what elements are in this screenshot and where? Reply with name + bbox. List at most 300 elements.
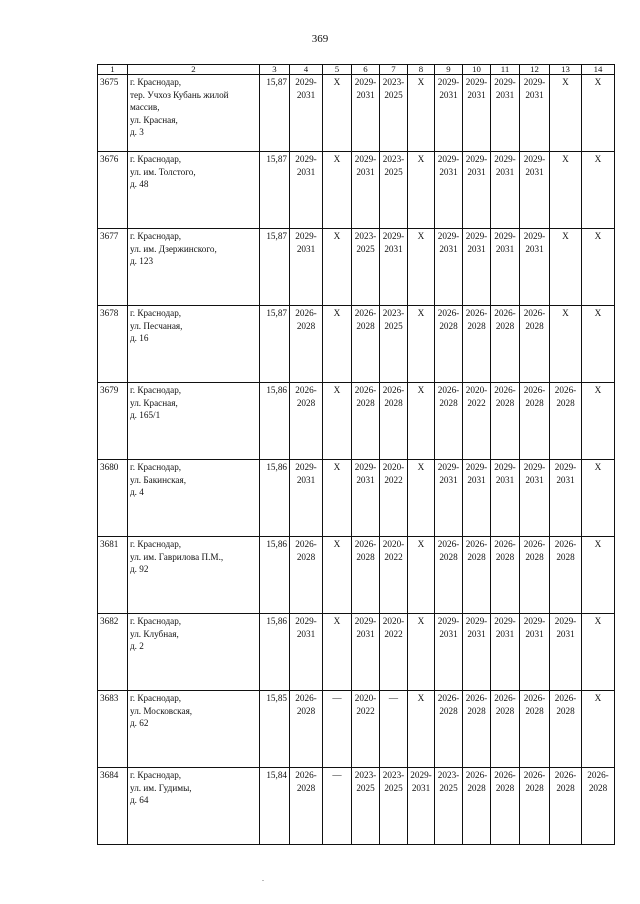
period-line: 2028	[384, 397, 403, 408]
period-line: 2025	[384, 166, 403, 177]
period-line: 2031	[525, 628, 544, 639]
period-cell	[290, 460, 323, 537]
period-line: 2031	[439, 166, 458, 177]
period-cell	[408, 75, 435, 152]
period-line: 2031	[467, 166, 486, 177]
period-line: Х	[594, 385, 602, 395]
period-line: 2028	[525, 551, 544, 562]
period-line: 2028	[296, 782, 316, 793]
period-cell	[582, 152, 615, 229]
header-cell: 5	[323, 65, 352, 75]
period-line: Х	[417, 308, 425, 318]
period-cell	[463, 306, 491, 383]
period-line: 2026-	[437, 385, 460, 395]
period-line: 2022	[467, 397, 486, 408]
address-line: д. 3	[130, 127, 144, 138]
period-cell	[380, 229, 408, 306]
period-line: 2028	[356, 551, 375, 562]
period-cell	[582, 768, 615, 845]
period-line: 2020-	[382, 616, 405, 626]
period-cell	[463, 614, 491, 691]
period-cell	[435, 768, 463, 845]
period-line: Х	[333, 539, 341, 549]
address-line: ул. Бакинская,	[130, 474, 187, 485]
period-cell	[323, 537, 352, 614]
period-line: 2029-	[465, 462, 488, 472]
period-line: 2020-	[465, 385, 488, 395]
period-line: Х	[594, 539, 602, 549]
header-cell: 10	[463, 65, 491, 75]
period-cell	[380, 383, 408, 460]
period-line: 2028	[495, 705, 515, 716]
period-cell	[408, 614, 435, 691]
period-cell	[491, 229, 520, 306]
header-cell: 2	[128, 65, 260, 75]
period-cell	[582, 614, 615, 691]
repair-schedule-table	[97, 64, 615, 845]
period-line: 2029-	[465, 154, 488, 164]
period-line: 2028	[356, 320, 375, 331]
period-line: 2029-	[494, 154, 516, 164]
table-row	[98, 768, 615, 845]
period-line: 2026-	[354, 539, 377, 549]
period-cell	[435, 537, 463, 614]
period-cell	[352, 152, 380, 229]
period-cell	[352, 229, 380, 306]
period-line: 2031	[556, 474, 575, 485]
period-line: 2026-	[437, 693, 460, 703]
period-line: 2029-	[437, 462, 460, 472]
period-line: 2026-	[523, 308, 546, 318]
period-line: 2031	[495, 89, 515, 100]
area-cell: 15,87	[260, 75, 290, 152]
period-line: 2029-	[354, 77, 377, 87]
period-cell	[435, 383, 463, 460]
period-cell	[550, 306, 582, 383]
period-line: 2020-	[354, 693, 377, 703]
period-line: 2029-	[354, 616, 377, 626]
period-cell	[435, 460, 463, 537]
period-cell	[463, 152, 491, 229]
period-cell	[380, 768, 408, 845]
period-cell	[582, 460, 615, 537]
period-line: 2026-	[437, 539, 460, 549]
period-line: 2026-	[295, 770, 317, 780]
period-cell	[491, 306, 520, 383]
header-cell: 13	[550, 65, 582, 75]
period-line: 2029-	[382, 231, 405, 241]
period-line: 2031	[495, 474, 515, 485]
area-cell: 15,85	[260, 691, 290, 768]
address-cell	[128, 691, 260, 768]
address-line: г. Краснодар,	[130, 462, 182, 472]
period-line: 2031	[525, 474, 544, 485]
period-cell	[352, 537, 380, 614]
period-line: 2031	[467, 474, 486, 485]
period-cell	[491, 383, 520, 460]
period-line: 2028	[439, 320, 458, 331]
period-cell	[435, 152, 463, 229]
period-line: 2026-	[295, 539, 317, 549]
period-cell	[352, 75, 380, 152]
period-line: 2029-	[295, 154, 317, 164]
period-line: 2025	[384, 782, 403, 793]
period-cell	[491, 614, 520, 691]
period-line: 2028	[525, 705, 544, 716]
address-line: ул. Красная,	[130, 114, 178, 125]
period-cell	[323, 75, 352, 152]
period-cell	[290, 614, 323, 691]
period-line: Х	[417, 154, 425, 164]
period-line: 2020-	[382, 539, 405, 549]
period-line: 2029-	[494, 462, 516, 472]
period-line: 2020-	[382, 462, 405, 472]
period-line: 2026-	[587, 770, 609, 780]
period-line: 2026-	[295, 308, 317, 318]
period-cell	[380, 537, 408, 614]
period-line: 2029-	[295, 77, 317, 87]
period-line: 2029-	[437, 616, 460, 626]
period-line: 2026-	[382, 385, 405, 395]
period-line: 2029-	[465, 77, 488, 87]
period-cell	[380, 691, 408, 768]
row-number-cell: 3681	[98, 537, 128, 614]
period-line: 2028	[467, 551, 486, 562]
row-number-cell: 3683	[98, 691, 128, 768]
period-line: 2028	[296, 551, 316, 562]
period-cell	[323, 768, 352, 845]
period-line: 2029-	[523, 77, 546, 87]
address-line: ул. им. Дзержинского,	[130, 243, 217, 254]
period-line: 2031	[439, 243, 458, 254]
address-line: д. 62	[130, 718, 149, 729]
period-cell	[380, 75, 408, 152]
period-line: 2026-	[465, 770, 488, 780]
header-cell: 8	[408, 65, 435, 75]
period-line: 2028	[296, 320, 316, 331]
address-line: ул. им. Гудимы,	[130, 782, 192, 793]
header-cell: 4	[290, 65, 323, 75]
period-line: 2028	[439, 705, 458, 716]
period-line: 2029-	[523, 616, 546, 626]
period-line: 2028	[467, 320, 486, 331]
period-line: Х	[594, 308, 602, 318]
period-line: 2028	[467, 705, 486, 716]
period-line: Х	[333, 385, 341, 395]
period-line: 2028	[467, 782, 486, 793]
period-line: 2029-	[437, 77, 460, 87]
period-cell	[520, 383, 550, 460]
period-line: Х	[417, 616, 425, 626]
header-cell: 7	[380, 65, 408, 75]
period-line: 2026-	[354, 308, 377, 318]
address-line: г. Краснодар,	[130, 308, 182, 318]
period-line: 2029-	[523, 231, 546, 241]
address-cell	[128, 614, 260, 691]
period-line: 2026-	[554, 693, 577, 703]
table-row	[98, 306, 615, 383]
period-line: Х	[417, 539, 425, 549]
row-number-cell: 3677	[98, 229, 128, 306]
period-line: 2026-	[465, 308, 488, 318]
table-row	[98, 229, 615, 306]
period-cell	[463, 383, 491, 460]
period-line: 2028	[525, 782, 544, 793]
period-cell	[352, 614, 380, 691]
address-cell	[128, 152, 260, 229]
address-line: г. Краснодар,	[130, 77, 182, 87]
table-row	[98, 614, 615, 691]
period-line: Х	[594, 231, 602, 241]
period-line: 2029-	[523, 462, 546, 472]
period-line: 2031	[495, 628, 515, 639]
period-cell	[408, 152, 435, 229]
address-line: г. Краснодар,	[130, 154, 182, 164]
period-line: 2031	[296, 243, 316, 254]
area-cell: 15,86	[260, 614, 290, 691]
period-line: 2026-	[494, 693, 516, 703]
period-line: 2028	[439, 397, 458, 408]
period-line: Х	[562, 154, 569, 164]
period-cell	[550, 383, 582, 460]
period-cell	[463, 75, 491, 152]
period-line: Х	[417, 462, 425, 472]
period-line: 2031	[525, 89, 544, 100]
period-line: 2031	[495, 243, 515, 254]
header-cell: 1	[98, 65, 128, 75]
row-number-cell: 3675	[98, 75, 128, 152]
address-line: д. 165/1	[130, 410, 161, 421]
period-line: 2031	[356, 474, 375, 485]
period-cell	[408, 768, 435, 845]
period-line: Х	[417, 77, 425, 87]
period-line: 2026-	[494, 539, 516, 549]
address-cell	[128, 383, 260, 460]
period-line: 2031	[439, 474, 458, 485]
period-cell	[435, 229, 463, 306]
period-line: 2029-	[410, 770, 432, 780]
period-line: Х	[562, 308, 569, 318]
address-cell	[128, 229, 260, 306]
address-line: ул. им. Гаврилова П.М.,	[130, 551, 224, 562]
period-line: Х	[594, 616, 602, 626]
period-cell	[323, 306, 352, 383]
period-line: 2028	[556, 551, 575, 562]
period-cell	[520, 768, 550, 845]
period-cell	[435, 306, 463, 383]
period-line: 2028	[495, 320, 515, 331]
period-line: 2025	[356, 782, 375, 793]
period-cell	[520, 152, 550, 229]
period-cell	[520, 691, 550, 768]
period-cell	[380, 614, 408, 691]
period-cell	[435, 75, 463, 152]
period-line: —	[332, 770, 342, 780]
period-line: 2025	[384, 320, 403, 331]
period-cell	[408, 229, 435, 306]
period-line: 2031	[495, 166, 515, 177]
period-cell	[520, 614, 550, 691]
period-cell	[408, 460, 435, 537]
table-row	[98, 383, 615, 460]
period-cell	[408, 691, 435, 768]
period-line: 2031	[467, 89, 486, 100]
period-line: 2028	[495, 551, 515, 562]
period-line: 2031	[296, 474, 316, 485]
period-cell	[380, 460, 408, 537]
period-line: 2026-	[523, 693, 546, 703]
period-line: 2028	[525, 397, 544, 408]
address-line: ул. им. Толстого,	[130, 166, 196, 177]
period-line: 2026-	[437, 308, 460, 318]
period-line: 2026-	[295, 693, 317, 703]
area-cell: 15,87	[260, 229, 290, 306]
period-cell	[491, 75, 520, 152]
period-line: —	[388, 693, 399, 703]
address-cell	[128, 460, 260, 537]
period-cell	[550, 691, 582, 768]
period-line: 2026-	[523, 385, 546, 395]
row-number-cell: 3684	[98, 768, 128, 845]
period-cell	[463, 460, 491, 537]
period-line: Х	[562, 77, 569, 87]
period-cell	[550, 768, 582, 845]
period-line: 2029-	[523, 154, 546, 164]
period-cell	[435, 614, 463, 691]
period-line: 2031	[296, 628, 316, 639]
address-line: ул. Клубная,	[130, 628, 179, 639]
address-line: г. Краснодар,	[130, 231, 182, 241]
period-line: Х	[333, 462, 341, 472]
period-line: Х	[333, 77, 341, 87]
period-line: 2023-	[382, 308, 405, 318]
period-line: 2028	[556, 397, 575, 408]
address-line: д. 123	[130, 256, 154, 267]
period-cell	[582, 306, 615, 383]
period-line: Х	[594, 154, 602, 164]
period-line: 2029-	[494, 77, 516, 87]
period-line: 2026-	[465, 539, 488, 549]
table-row	[98, 460, 615, 537]
scan-speck	[262, 880, 264, 881]
period-line: 2031	[467, 628, 486, 639]
table-row	[98, 152, 615, 229]
period-cell	[550, 460, 582, 537]
period-line: 2031	[439, 628, 458, 639]
period-line: 2031	[556, 628, 575, 639]
period-line: 2029-	[295, 462, 317, 472]
period-line: 2025	[356, 243, 375, 254]
period-line: 2026-	[494, 385, 516, 395]
area-cell: 15,86	[260, 460, 290, 537]
period-line: 2031	[439, 89, 458, 100]
address-line: тер. Учхоз Кубань жилой	[130, 89, 229, 100]
area-cell: 15,86	[260, 383, 290, 460]
address-line: г. Краснодар,	[130, 385, 182, 395]
period-line: 2031	[296, 89, 316, 100]
address-cell	[128, 306, 260, 383]
row-number-cell: 3676	[98, 152, 128, 229]
address-line: г. Краснодар,	[130, 770, 182, 780]
period-cell	[435, 691, 463, 768]
period-line: 2028	[296, 705, 316, 716]
row-number-cell: 3678	[98, 306, 128, 383]
period-line: 2028	[439, 551, 458, 562]
period-cell	[463, 537, 491, 614]
period-line: 2029-	[354, 154, 377, 164]
area-cell: 15,87	[260, 306, 290, 383]
period-line: 2031	[525, 166, 544, 177]
period-line: 2028	[556, 782, 575, 793]
address-line: д. 4	[130, 487, 144, 498]
header-row	[98, 65, 615, 75]
period-line: 2028	[556, 705, 575, 716]
address-line: д. 48	[130, 179, 149, 190]
area-cell: 15,86	[260, 537, 290, 614]
address-line: г. Краснодар,	[130, 539, 182, 549]
period-line: Х	[333, 308, 341, 318]
address-line: ул. Московская,	[130, 705, 193, 716]
period-line: 2023-	[354, 231, 377, 241]
period-line: 2029-	[437, 231, 460, 241]
period-line: 2028	[296, 397, 316, 408]
period-cell	[290, 537, 323, 614]
period-cell	[408, 306, 435, 383]
period-line: 2028	[356, 397, 375, 408]
period-cell	[491, 768, 520, 845]
period-cell	[550, 229, 582, 306]
period-cell	[582, 383, 615, 460]
row-number-cell: 3682	[98, 614, 128, 691]
period-line: 2029-	[494, 231, 516, 241]
period-line: Х	[333, 154, 341, 164]
address-cell	[128, 75, 260, 152]
period-cell	[520, 537, 550, 614]
header-cell: 6	[352, 65, 380, 75]
period-line: Х	[562, 231, 569, 241]
period-cell	[491, 537, 520, 614]
period-cell	[491, 152, 520, 229]
period-cell	[352, 383, 380, 460]
address-line: г. Краснодар,	[130, 693, 182, 703]
period-line: 2028	[525, 320, 544, 331]
address-line: д. 2	[130, 641, 144, 652]
period-cell	[290, 383, 323, 460]
period-line: 2023-	[382, 770, 405, 780]
period-line: 2026-	[494, 770, 516, 780]
period-line: 2029-	[465, 231, 488, 241]
period-line: 2031	[356, 89, 375, 100]
period-line: 2028	[495, 397, 515, 408]
period-cell	[380, 152, 408, 229]
period-cell	[290, 691, 323, 768]
period-line: 2026-	[523, 539, 546, 549]
row-number-cell: 3679	[98, 383, 128, 460]
period-cell	[323, 152, 352, 229]
period-line: Х	[417, 231, 425, 241]
period-cell	[550, 75, 582, 152]
period-cell	[290, 306, 323, 383]
period-line: 2023-	[382, 154, 405, 164]
period-cell	[352, 460, 380, 537]
area-cell: 15,87	[260, 152, 290, 229]
period-cell	[352, 691, 380, 768]
header-cell: 11	[491, 65, 520, 75]
period-line: 2026-	[494, 308, 516, 318]
period-cell	[520, 75, 550, 152]
period-line: 2022	[384, 474, 403, 485]
period-cell	[491, 460, 520, 537]
